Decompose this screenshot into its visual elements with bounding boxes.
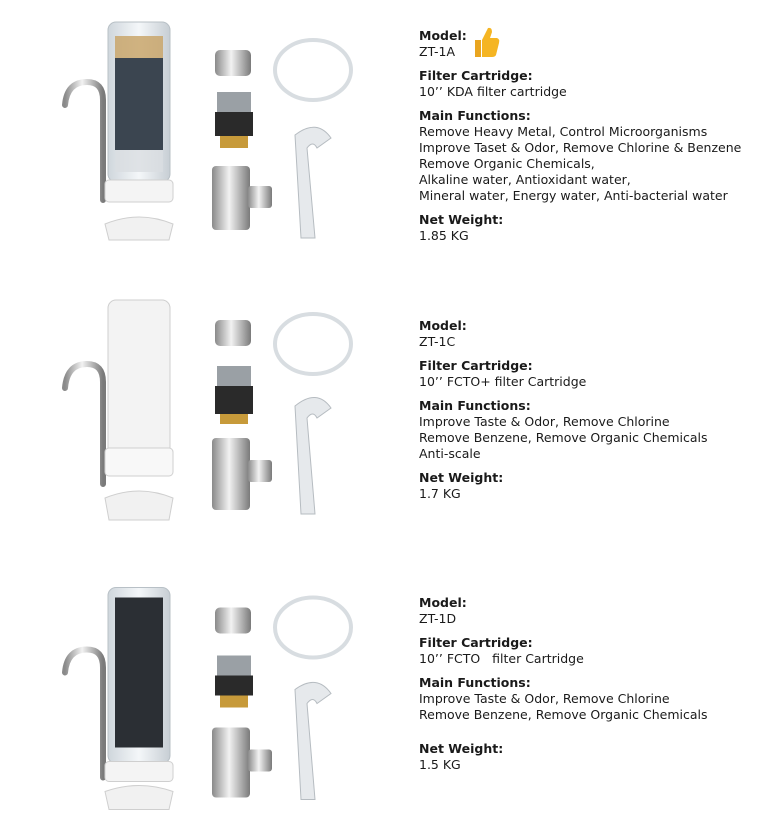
product-zt-1c [0,288,765,558]
weight-label: Net Weight: [419,470,504,485]
functions-block [419,108,759,204]
cartridge-block [419,68,759,100]
model-label: Model: [419,28,467,43]
product-illustration-zt-1c [55,288,365,558]
model-block [419,28,759,60]
function-line: Improve Taste & Odor, Remove Chlorine [419,691,670,706]
cartridge-block [419,358,759,390]
function-line: Alkaline water, Antioxidant water, [419,172,631,187]
function-line: Remove Heavy Metal, Control Microorganisms [419,124,708,139]
weight-value: 1.7 KG [419,486,461,501]
cartridge-value: 10’’ KDA filter cartridge [419,84,567,99]
spec-panel-zt-1d [419,595,759,781]
product-illustration-zt-1d [55,565,365,835]
cartridge-block [419,635,759,667]
model-value: ZT-1A [419,44,456,59]
cartridge-label: Filter Cartridge: [419,635,533,650]
functions-block [419,398,759,462]
weight-block [419,212,759,244]
product-zt-1d [0,565,765,835]
weight-value: 1.5 KG [419,757,461,772]
model-label: Model: [419,318,467,333]
model-block [419,318,759,350]
model-label: Model: [419,595,467,610]
spec-panel-zt-1c [419,318,759,510]
functions-label: Main Functions: [419,108,531,123]
weight-label: Net Weight: [419,741,504,756]
weight-block [419,741,759,773]
model-value: ZT-1C [419,334,456,349]
weight-value: 1.85 KG [419,228,469,243]
product-illustration-zt-1a [55,0,365,270]
function-line: Improve Taste & Odor, Remove Chlorine [419,414,670,429]
cartridge-value: 10’’ FCTO+ filter Cartridge [419,374,587,389]
function-line: Remove Organic Chemicals, [419,156,595,171]
weight-block [419,470,759,502]
weight-label: Net Weight: [419,212,504,227]
functions-block [419,675,759,723]
spec-panel-zt-1a [419,28,759,252]
model-value: ZT-1D [419,611,457,626]
cartridge-value: 10’’ FCTO filter Cartridge [419,651,584,666]
function-line: Remove Benzene, Remove Organic Chemicals [419,430,708,445]
product-zt-1a [0,0,765,270]
functions-label: Main Functions: [419,675,531,690]
function-line: Improve Taset & Odor, Remove Chlorine & Benzene [419,140,742,155]
function-line: Remove Benzene, Remove Organic Chemicals [419,707,708,722]
cartridge-label: Filter Cartridge: [419,358,533,373]
model-block [419,595,759,627]
thumbs-up-icon [471,25,501,59]
function-line: Anti-scale [419,446,481,461]
function-line: Mineral water, Energy water, Anti-bacterial water [419,188,728,203]
functions-label: Main Functions: [419,398,531,413]
cartridge-label: Filter Cartridge: [419,68,533,83]
